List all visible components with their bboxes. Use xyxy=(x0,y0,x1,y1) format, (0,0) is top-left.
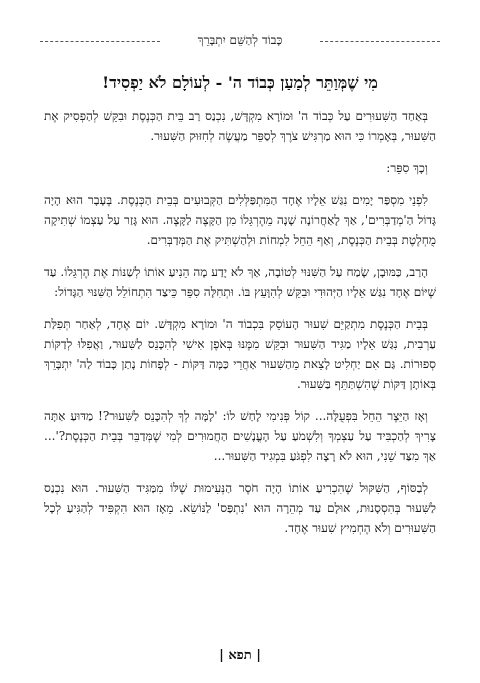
paragraph: הָרַב, כַּמּוּבָן, שָׂמַח עַל הַשִּׁנּוּי לְטוֹבָה, אַךְ לֹא יָדַע מָה הֵנִיעַ אוֹתוֹ לְשַׁנּוֹת אֶת הֶרְגֵּלוֹ. עַד שֶׁיּוֹם אֶחָד נִגַּשׁ אֵלָיו הַיְּהוּדִי וּבִקֵּשׁ לְהִוָּעֵץ בּוֹ. וּתְחִלָּה סִפֵּר כֵּיצַד הִתְחוֹלֵל הַשִּׁנּוּי הַגָּדוֹל: xyxy=(44,265,436,299)
running-header xyxy=(40,33,440,51)
article-title: מִי שֶׁמְּוַתֵּר לְמַעַן כְּבוֹד ה' - לְעוֹלָם לֹא יַפְסִיד! xyxy=(102,73,378,92)
paragraph: בְּאַחַד הַשִּׁעוּרִים עַל כְּבוֹד ה' וּמוֹרָא מִקְדָּשׁ, נִכְנַס רַב בֵּית הַכְּנֶסֶת וּבִקֵּשׁ לְהַפְסִיק אֶת הַשִּׁעוּר, בְּאָמְרוֹ כִּי הוּא מַרְגִּישׁ צֹרֶךְ לְסַפֵּר מַעֲשֶׂה לְחִזּוּק הַשִּׁעוּר. xyxy=(44,109,436,143)
header-rule-right xyxy=(320,41,440,42)
header-rule-left xyxy=(40,41,160,42)
paragraph: לִפְנֵי מִסְפַּר יָמִים נִגַּשׁ אֵלָיו אֶחָד הַמִּתְפַּלְּלִים הַקְּבוּעִים בְּבֵית הַכְּנֶסֶת. בֶּעָבָר הוּא הָיָה גָּדוֹל הַ'מְדַבְּרִים', אַךְ לָאַחֲרוֹנָה שָׁנָה מֵהֶרְגֵּלוֹ מִן הַקָּצֶה לַקָּצֶה. הוּא גָּזַר עַל עַצְמוֹ שְׁתִיקָה מֻחְלֶטֶת בְּבֵית הַכְּנֶסֶת, וְאַף הֵחֵל לִמְחוֹת וּלְהַשְׁתִּיק אֶת הַמְּדַבְּרִים. xyxy=(44,193,436,247)
page-number: | תפא | xyxy=(219,648,261,663)
paragraph: וְאָז הַיֵּצֶר הֵחֵל בִּפְעֻלָּה... קוֹל פְּנִימִי לָחַשׁ לוֹ: 'לָמָּה לְךָ לְהִכָּנֵס לַשִּׁעוּר?! מַדּוּעַ אַתָּה צָרִיךְ לְהַכְבִּיד עַל עַצְמְךָ וְלִשְׁמֹעַ עַל הָעֳנָשִׁים הַחֲמוּרִים לְמִי שֶׁמְּדַבֵּר בְּבֵית הַכְּנֶסֶת?'... אַךְ מִצַּד שֵׁנִי, הוּא לֹא רָצָה לִפְגֹּעַ בִּמְגִיד הַשִּׁעוּר... xyxy=(44,409,436,463)
paragraph: בְּבֵית הַכְּנֶסֶת מִתְקַיֵּם שִׁעוּר הָעוֹסֵק בִּכְבוֹד ה' וּמוֹרָא מִקְדָּשׁ. יוֹם אֶחָד, לְאַחַר תְּפִלַּת עַרְבִית, נִגַּשׁ אֵלָיו מַגִּיד הַשִּׁעוּר וּבִקֵּשׁ מִמֶּנּוּ בְּאֹפֶן אִישִׁי לְהִכָּנֵס לַשִּׁעוּר, וַאֲפִלּוּ לְדַקּוֹת סְפוּרוֹת. גַּם אִם יַחְלִיט לָצֵאת מֵהַשִּׁעוּר אַחֲרֵי כַּמָּה דַּקּוֹת - לְפָחוֹת נָתַן כָּבוֹד לַה' יִתְבָּרֵךְ בְּאוֹתָן דַּקּוֹת שֶׁהִשְׁתַּתֵּף בַּשִּׁעוּר. xyxy=(44,317,436,391)
paragraph: וְכָךְ סִפֵּר: xyxy=(386,161,428,175)
running-title: כָּבוֹד לְהַשֵּׁם יִתְבָּרֵךְ xyxy=(197,33,283,47)
article-body xyxy=(44,106,436,550)
paragraph: לְבַסּוֹף, הַשִּׁקּוּל שֶׁהִכְרִיעַ אוֹתוֹ הָיָה חֹסֶר הַנְּעִימוּת שֶׁלּוֹ מִמַּגִּיד הַשִּׁעוּר. הוּא נִכְנַס לַשִּׁעוּר בְּהִסְסָנוּת, אוּלָם עַד מְהֵרָה הוּא 'נִתְפַּס' לַנּוֹשֵׂא. מֵאָז הוּא הִקְפִּיד לְהַגִּיעַ לְכָל הַשִּׁעוּרִים וְלֹא הֶחְמִיץ שִׁעוּר אֶחָד. xyxy=(44,481,436,535)
